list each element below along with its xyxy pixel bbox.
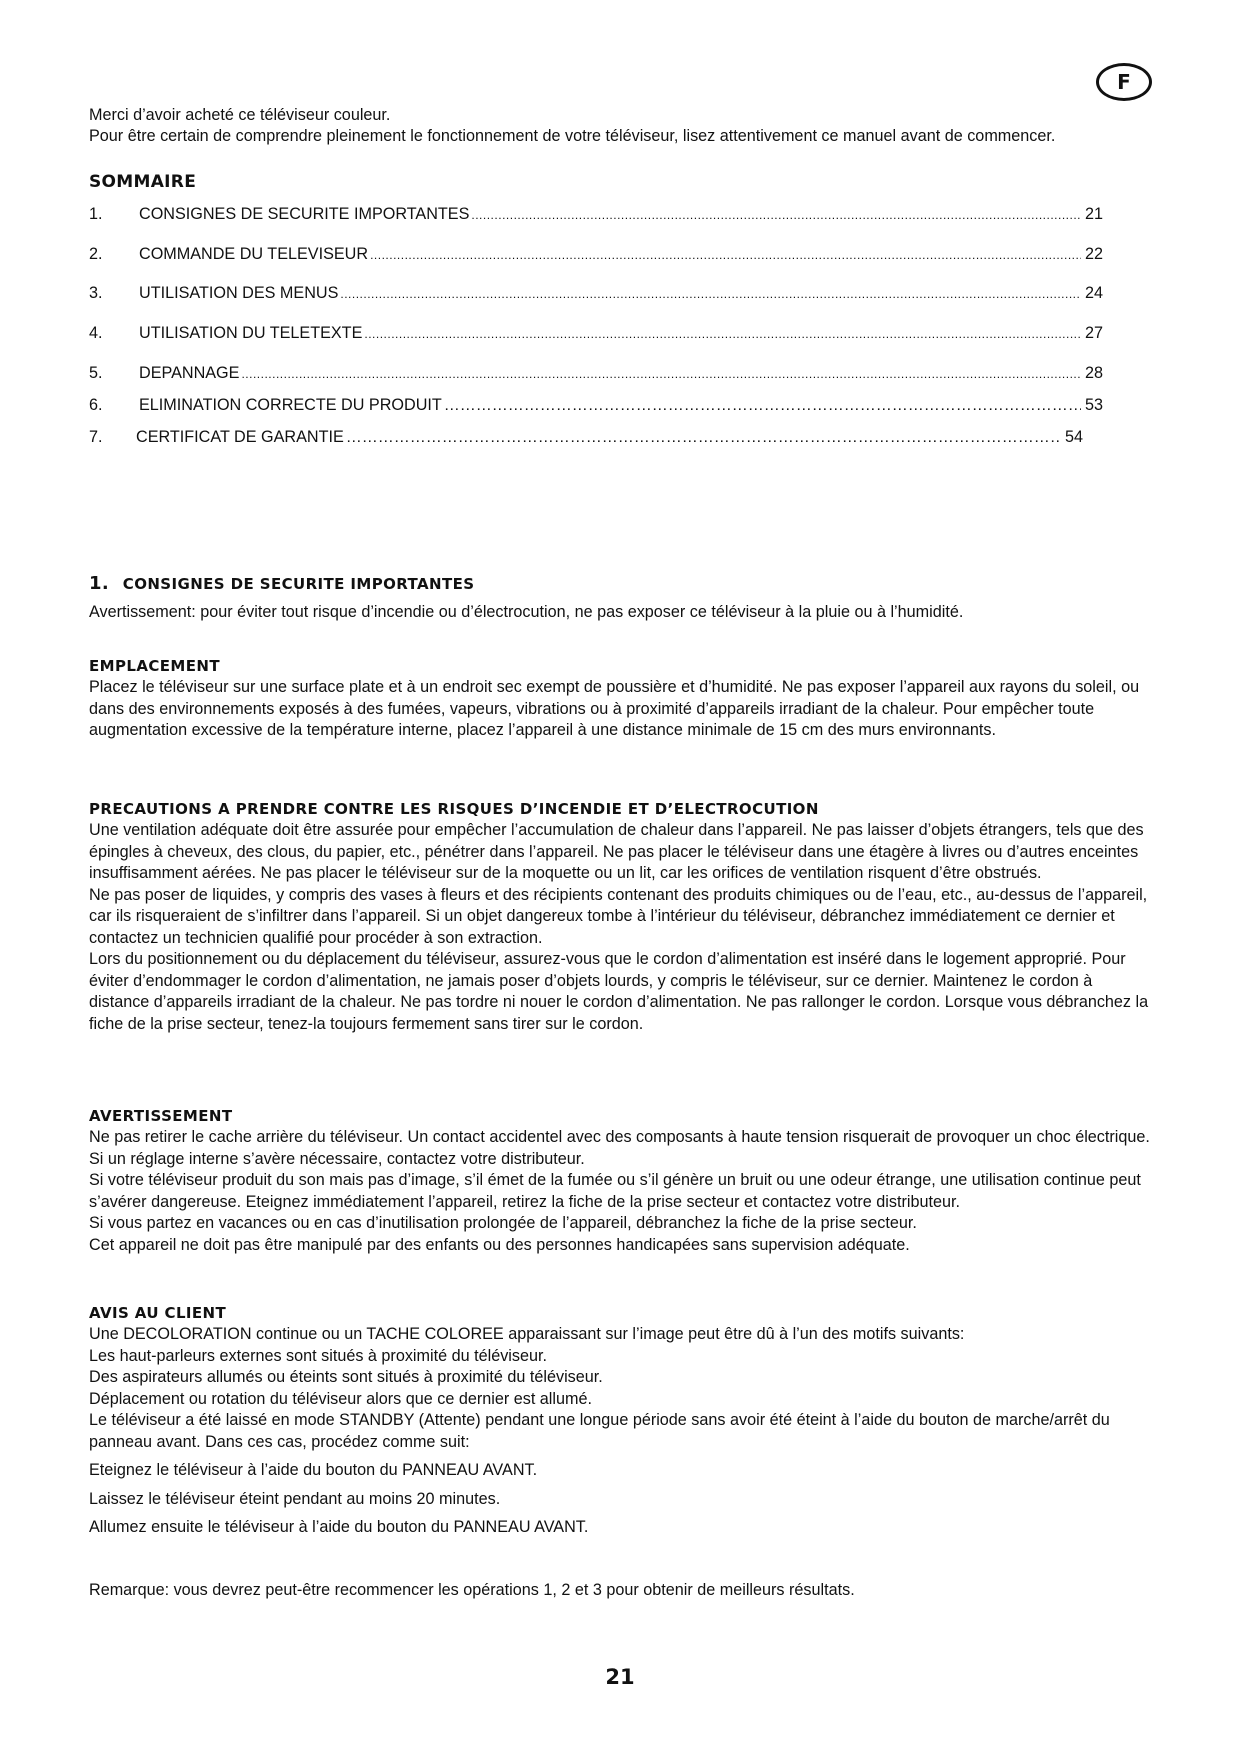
toc-row[interactable] xyxy=(89,205,1103,227)
avis-line: Une DECOLORATION continue ou un TACHE COLOREE apparaissant sur l’image peut être dû à l’un des motifs suivants: xyxy=(89,1325,965,1343)
section-1-title-text: CONSIGNES DE SECURITE IMPORTANTES xyxy=(122,575,475,593)
toc-page: 21 xyxy=(1084,205,1103,223)
toc-label: UTILISATION DES MENUS xyxy=(139,284,339,302)
toc-number: 2. xyxy=(89,245,103,263)
avis-step: Eteignez le téléviseur à l’aide du bouton du PANNEAU AVANT. xyxy=(89,1461,538,1479)
toc-page: 22 xyxy=(1084,245,1103,263)
toc-row[interactable] xyxy=(89,284,1103,306)
toc-number: 4. xyxy=(89,324,103,342)
section-1-number: 1. xyxy=(89,573,110,594)
avertissement-paragraph: Cet appareil ne doit pas être manipulé par des enfants ou des personnes handicapées sans supervision adéquate. xyxy=(89,1235,910,1254)
toc-row[interactable] xyxy=(89,428,1103,450)
precautions-paragraph: Lors du positionnement ou du déplacement du téléviseur, assurez-vous que le cordon d’alimentation est inséré dans le logement approprié. Pour éviter d’endommager le cordon d’alimentation, ne jamais poser d’objets lourds, y compris le téléviseur, sur ce dernier. Maintenez le cordon à distance d’appareils irradiant de la chaleur. Ne pas tordre ni nouer le cordon d’alimentation. Ne pas rallonger le cordon. Lorsque vous débranchez la fiche de la prise secteur, tenez-la toujours fermement sans tirer sur le cordon. xyxy=(89,950,1149,1033)
avis-step: Allumez ensuite le téléviseur à l’aide du bouton du PANNEAU AVANT. xyxy=(89,1518,589,1536)
toc-page: 54 xyxy=(1064,428,1083,446)
avis-step: Laissez le téléviseur éteint pendant au moins 20 minutes. xyxy=(89,1489,501,1508)
toc-label: CONSIGNES DE SECURITE IMPORTANTES xyxy=(139,205,470,223)
toc-leader-dots xyxy=(444,397,1081,415)
page-number: 21 xyxy=(605,1665,635,1689)
avis-section xyxy=(89,1302,1157,1453)
emplacement-section xyxy=(89,655,1157,742)
intro xyxy=(89,105,1169,147)
toc-number: 6. xyxy=(89,396,103,414)
precautions-section xyxy=(89,798,1157,1035)
avis-line: Des aspirateurs allumés ou éteints sont situés à proximité du téléviseur. xyxy=(89,1368,603,1386)
avis-steps xyxy=(89,1460,1157,1546)
warning-text: Avertissement: pour éviter tout risque d’incendie ou d’électrocution, ne pas exposer ce téléviseur à la pluie ou à l’humidité. xyxy=(89,603,964,621)
avis-line: Déplacement ou rotation du téléviseur alors que ce dernier est allumé. xyxy=(89,1389,592,1408)
toc-page: 53 xyxy=(1084,396,1103,414)
precautions-paragraph: Ne pas poser de liquides, y compris des vases à fleurs et des récipients contenant des produits chimiques ou de l’eau, etc., au-dessus de l’appareil, car ils risqueraient de s’infiltrer dans l’appareil. Si un objet dangereux tombe à l’intérieur du téléviseur, débranchez immédiatement ce dernier et contactez un technicien qualifié pour procéder à son extraction. xyxy=(89,885,1148,947)
toc-row[interactable] xyxy=(89,245,1103,267)
precautions-paragraph: Une ventilation adéquate doit être assurée pour empêcher l’accumulation de chaleur dans l’appareil. Ne pas laisser d’objets étrangers, tels que des épingles à cheveux, des clous, du papier, etc., pénétrer dans l’appareil. Ne pas placer le téléviseur dans une étagère à livres ou d’autres enceintes insuffisamment aérées. Ne pas placer le téléviseur sur de la moquette ou un lit, car les orifices de ventilation risquent d’être obstrués. xyxy=(89,821,1144,882)
emplacement-title: EMPLACEMENT xyxy=(89,657,220,675)
toc-label: DEPANNAGE xyxy=(139,364,240,382)
language-badge-label: F xyxy=(1117,70,1131,94)
toc-number: 3. xyxy=(89,284,103,302)
toc-page: 27 xyxy=(1084,324,1103,342)
avertissement-paragraph: Si votre téléviseur produit du son mais pas d’image, s’il émet de la fumée ou s’il génère un bruit ou une odeur étrange, une utilisation continue peut s’avérer dangereuse. Eteignez immédiatement l’appareil, retirez la fiche de la prise secteur et contactez votre distributeur. xyxy=(89,1171,1141,1211)
toc-leader-dots xyxy=(364,327,1081,341)
intro-line-2: Pour être certain de comprendre pleinement le fonctionnement de votre téléviseur, lisez attentivement ce manuel avant de commencer. xyxy=(89,127,1056,145)
toc-label: ELIMINATION CORRECTE DU PRODUIT xyxy=(139,396,442,414)
avertissement-title: AVERTISSEMENT xyxy=(89,1107,233,1125)
avis-line: Le téléviseur a été laissé en mode STANDBY (Attente) pendant une longue période sans avoir été éteint à l’aide du bouton de marche/arrêt du panneau avant. Dans ces cas, procédez comme suit: xyxy=(89,1411,1110,1451)
toc-row[interactable] xyxy=(89,396,1103,418)
avis-title: AVIS AU CLIENT xyxy=(89,1304,227,1322)
toc-leader-dots xyxy=(340,287,1081,301)
toc-page: 28 xyxy=(1084,364,1103,382)
toc-number: 5. xyxy=(89,364,103,382)
language-badge xyxy=(1096,63,1152,101)
avertissement-section xyxy=(89,1105,1157,1256)
toc-leader-dots xyxy=(346,429,1061,447)
toc-label: CERTIFICAT DE GARANTIE xyxy=(136,428,344,446)
emplacement-text: Placez le téléviseur sur une surface plate et à un endroit sec exempt de poussière et d’humidité. Ne pas exposer l’appareil aux rayons du soleil, ou dans des environnements exposés à des fumées, vapeurs, vibrations ou à proximité d’appareils irradiant de la chaleur. Pour empêcher toute augmentation excessive de la température interne, placez l’appareil à une distance minimale de 15 cm des murs environnants. xyxy=(89,678,1140,739)
toc-leader-dots xyxy=(471,208,1081,222)
section-1-warning xyxy=(89,602,1157,624)
avis-remark xyxy=(89,1580,1157,1602)
section-1-title xyxy=(89,573,474,594)
toc-label: COMMANDE DU TELEVISEUR xyxy=(139,245,369,263)
avis-line: Les haut-parleurs externes sont situés à proximité du téléviseur. xyxy=(89,1346,547,1365)
toc-page: 24 xyxy=(1084,284,1103,302)
intro-line-1: Merci d’avoir acheté ce téléviseur couleur. xyxy=(89,106,391,124)
toc-number: 1. xyxy=(89,205,103,223)
avertissement-paragraph: Ne pas retirer le cache arrière du téléviseur. Un contact accidentel avec des composants à haute tension risquerait de provoquer un choc électrique. Si un réglage interne s’avère nécessaire, contactez votre distributeur. xyxy=(89,1128,1150,1168)
toc-leader-dots xyxy=(241,367,1081,381)
sommaire-title: SOMMAIRE xyxy=(89,172,197,192)
toc-number: 7. xyxy=(89,428,103,446)
remark-text: Remarque: vous devrez peut-être recommencer les opérations 1, 2 et 3 pour obtenir de meilleurs résultats. xyxy=(89,1581,855,1599)
avertissement-paragraph: Si vous partez en vacances ou en cas d’inutilisation prolongée de l’appareil, débranchez la fiche de la prise secteur. xyxy=(89,1214,917,1232)
precautions-title: PRECAUTIONS A PRENDRE CONTRE LES RISQUES D’INCENDIE ET D’ELECTROCUTION xyxy=(89,800,819,818)
toc-row[interactable] xyxy=(89,324,1103,346)
toc-row[interactable] xyxy=(89,364,1103,386)
toc-leader-dots xyxy=(370,248,1081,262)
toc-label: UTILISATION DU TELETEXTE xyxy=(139,324,363,342)
